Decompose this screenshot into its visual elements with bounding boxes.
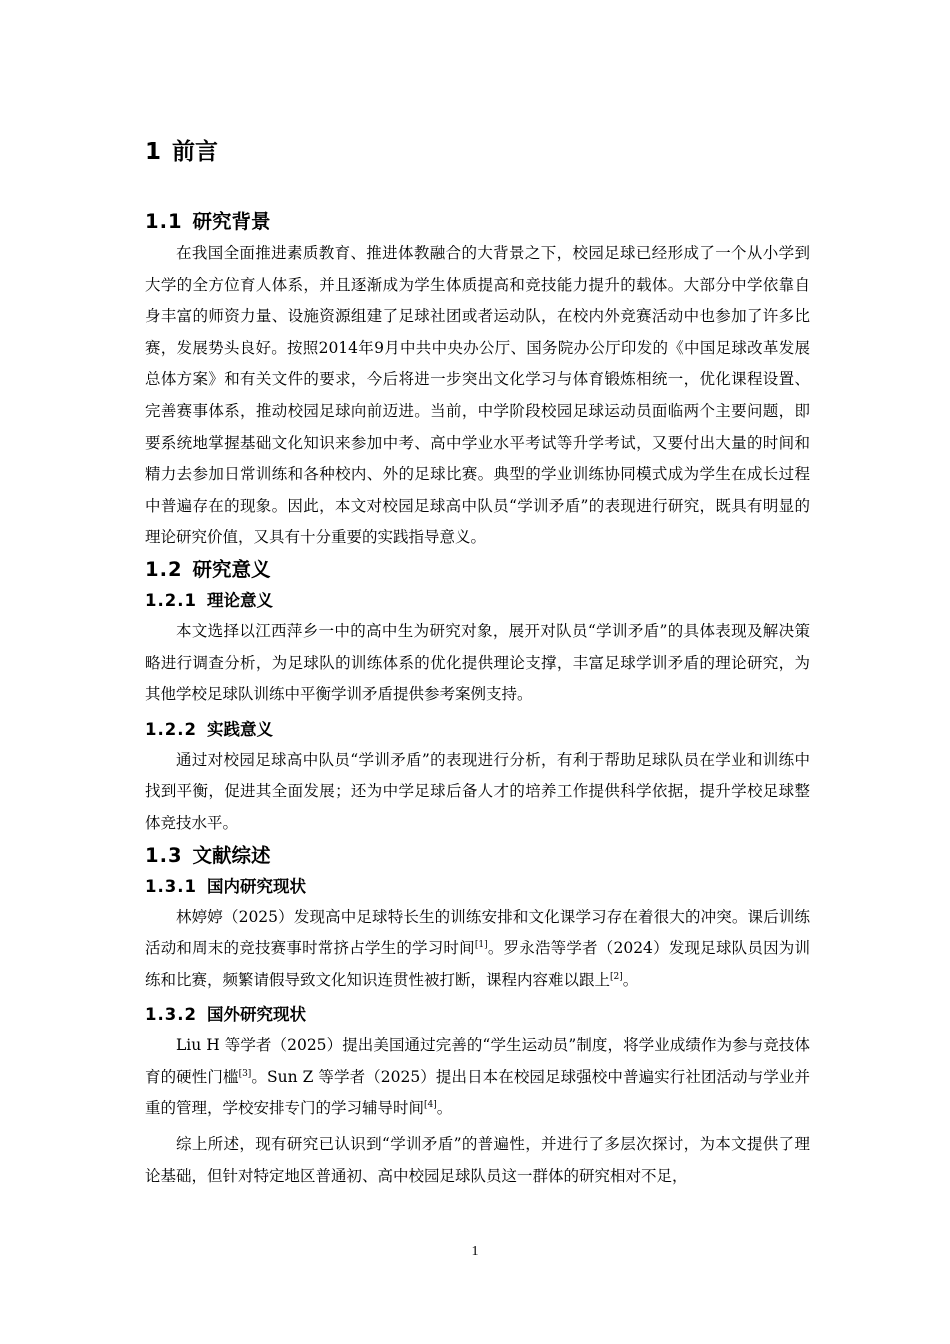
practice-paragraph: 通过对校园足球高中队员“学训矛盾”的表现进行分析，有利于帮助足球队员在学业和训练中找到平衡，促进其全面发展；还为中学足球后备人才的培养工作提供科学依据，提升学校足球整体竞技水平。	[145, 750, 810, 832]
section-title: 研究背景	[192, 210, 271, 233]
section-title: 文献综述	[192, 843, 271, 867]
chapter-heading	[145, 130, 810, 174]
foreign-text-b: 。Sun Z 等学者（2025）提出日本在校园足球强校中普遍实行社团活动与学业并重的管理，学校安排专门的学习辅导时间	[145, 1067, 810, 1118]
section-heading-1-1	[145, 206, 810, 238]
subsection-title: 国外研究现状	[206, 1005, 306, 1025]
theory-paragraph: 本文选择以江西萍乡一中的高中生为研究对象，展开对队员“学训矛盾”的具体表现及解决策略进行调查分析，为足球队的训练体系的优化提供理论支撑，丰富足球学训矛盾的理论研究，为其他学校足球队训练中平衡学训矛盾提供参考案例支持。	[145, 621, 810, 704]
domestic-text-c: 。	[622, 970, 639, 989]
subsection-number: 1.2.1	[145, 590, 197, 610]
citation-4: [4]	[424, 1100, 437, 1111]
subsection-heading-1-2-2	[145, 715, 810, 745]
chapter-number: 1	[145, 139, 163, 165]
subsection-title: 理论意义	[206, 590, 273, 610]
foreign-text-c: 。	[436, 1099, 453, 1118]
subsection-number: 1.3.1	[145, 876, 197, 896]
domestic-research-paragraph	[145, 902, 810, 997]
page-content	[145, 130, 810, 1192]
chapter-title: 前言	[172, 139, 219, 165]
citation-2: [2]	[610, 971, 623, 982]
section-title: 研究意义	[192, 557, 271, 581]
domestic-text-b: 。罗永浩等学者（2024）发现足球队员因为训练和比赛，频繁请假导致文化知识连贯性被打断，课程内容难以跟上	[145, 939, 810, 989]
domestic-text-a: 林婷婷（2025）发现高中足球特长生的训练安排和文化课学习存在着很大的冲突。课后训练活动和周末的竞技赛事时常挤占学生的学习时间	[145, 907, 810, 958]
background-paragraph: 在我国全面推进素质教育、推进体教融合的大背景之下，校园足球已经形成了一个从小学到大学的全方位育人体系，并且逐渐成为学生体质提高和竞技能力提升的载体。大部分中学依靠自身丰富的师资力量、设施资源组建了足球社团或者运动队，在校内外竞赛活动中也参加了许多比赛，发展势头良好。按照2014年9月中共中央办公厅、国务院办公厅印发的《中国足球改革发展总体方案》和有关文件的要求，今后将进一步突出文化学习与体育锻炼相统一，优化课程设置、完善赛事体系，推动校园足球向前迈进。当前，中学阶段校园足球运动员面临两个主要问题，即要系统地掌握基础文化知识来参加中考、高中学业水平考试等升学考试，又要付出大量的时间和精力去参加日常训练和各种校内、外的足球比赛。典型的学业训练协同模式成为学生在成长过程中普遍存在的现象。因此，本文对校园足球高中队员“学训矛盾”的表现进行研究，既具有明显的理论研究价值，又具有十分重要的实践指导意义。	[145, 244, 810, 547]
subsection-heading-1-3-2	[145, 1000, 810, 1030]
section-number: 1.1	[145, 210, 183, 233]
section-number: 1.3	[145, 843, 183, 867]
subsection-heading-1-3-1	[145, 872, 810, 902]
foreign-text-a: Liu H 等学者（2025）提出美国通过完善的“学生运动员”制度，将学业成绩作为参与竞技体育的硬性门槛	[145, 1036, 810, 1086]
subsection-title: 国内研究现状	[206, 876, 306, 896]
citation-1: [1]	[474, 939, 488, 950]
foreign-research-paragraph	[145, 1030, 810, 1125]
page-number: 1	[471, 1244, 479, 1259]
subsection-title: 实践意义	[206, 719, 273, 739]
citation-3: [3]	[238, 1068, 252, 1079]
section-heading-1-3	[145, 840, 810, 872]
subsection-number: 1.2.2	[145, 719, 197, 739]
section-heading-1-2	[145, 554, 810, 586]
subsection-heading-1-2-1	[145, 586, 810, 616]
section-number: 1.2	[145, 557, 183, 581]
summary-paragraph: 综上所述，现有研究已认识到“学训矛盾”的普遍性，并进行了多层次探讨，为本文提供了理论基础，但针对特定地区普通初、高中校园足球队员这一群体的研究相对不足，	[145, 1135, 810, 1185]
subsection-number: 1.3.2	[145, 1005, 197, 1025]
